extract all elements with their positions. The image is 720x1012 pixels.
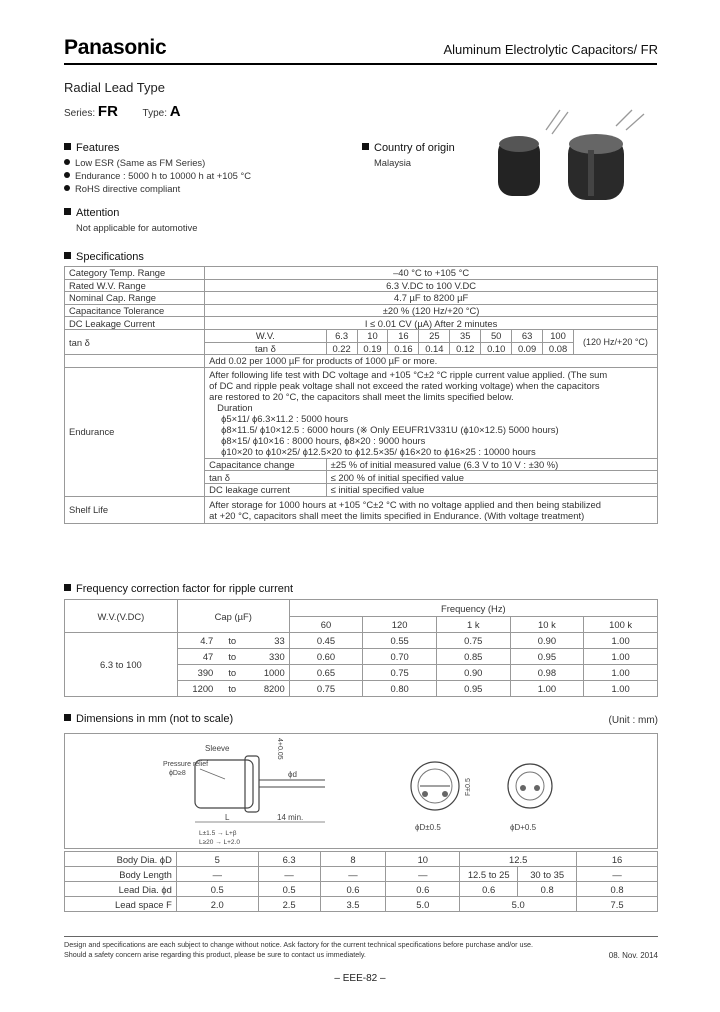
tan-wv: 6.3 — [326, 329, 357, 342]
tan-value: 0.16 — [388, 342, 419, 355]
shelf-label: Shelf Life — [65, 496, 205, 523]
factor: 0.60 — [289, 649, 363, 665]
dim-value: — — [320, 867, 386, 882]
table-row — [65, 317, 658, 330]
duration-line: ϕ8×11.5/ ϕ10×12.5 : 6000 hours (※ Only EEUFR1V331U (ϕ10×12.5) 5000 hours) — [221, 423, 559, 435]
factor: 0.80 — [363, 681, 437, 697]
factor: 0.85 — [436, 649, 510, 665]
lead-length-label: 14 min. — [277, 813, 304, 822]
diameter-label-2: ϕD+0.5 — [510, 823, 537, 832]
vent-label: Pressure relief — [163, 761, 209, 768]
cap-to-word: to — [217, 681, 247, 697]
footer-note: Design and specifications are each subject to change without notice. Ask factory for the current technical specifications before purchase and/or use. — [64, 940, 534, 949]
cap-from: 390 — [177, 665, 217, 681]
dim-label: Lead space F — [65, 897, 177, 912]
country-heading: Country of origin — [362, 142, 455, 154]
factor: 0.45 — [289, 633, 363, 649]
factor: 0.90 — [436, 665, 510, 681]
freq-col: 10 k — [510, 617, 584, 633]
specifications-table — [64, 266, 658, 524]
spec-label: Capacitance Tolerance — [65, 304, 205, 317]
limit-value: ±25 % of initial measured value (6.3 V to 10 V : ±30 %) — [326, 458, 657, 471]
endurance-text — [205, 367, 658, 458]
factor: 0.75 — [363, 665, 437, 681]
cap-from: 47 — [177, 649, 217, 665]
unit-note: (Unit : mm) — [608, 715, 658, 726]
spec-label: Rated W.V. Range — [65, 279, 205, 292]
spec-label: Nominal Cap. Range — [65, 292, 205, 305]
freq-col: 120 — [363, 617, 437, 633]
dim-value: 16 — [577, 852, 658, 867]
tolerance-note: L±1.5 → L+β — [199, 830, 237, 837]
cap-head: Cap (µF) — [177, 600, 289, 633]
document-title: Aluminum Electrolytic Capacitors/ FR — [443, 42, 658, 57]
freq-col: 60 — [289, 617, 363, 633]
section-square-icon — [64, 584, 71, 591]
dim-value: 0.6 — [386, 882, 460, 897]
footer-rule — [64, 936, 658, 937]
dim-value: 0.6 — [320, 882, 386, 897]
section-square-icon — [64, 208, 71, 215]
factor: 1.00 — [584, 681, 658, 697]
shelf-line: After storage for 1000 hours at +105 °C±2 °C with no voltage applied and then being stabilized — [209, 498, 601, 510]
dim-value: — — [577, 867, 658, 882]
factor: 0.90 — [510, 633, 584, 649]
series-label: Series: — [64, 108, 96, 119]
bullet-icon — [64, 185, 70, 191]
table-row — [65, 367, 658, 458]
dim-value: 0.5 — [258, 882, 320, 897]
table-row — [65, 279, 658, 292]
limit-value: ≤ initial specified value — [326, 483, 657, 496]
feature-item: Endurance : 5000 h to 10000 h at +105 °C — [64, 170, 251, 181]
table-row — [65, 633, 658, 649]
tan-condition: (120 Hz/+20 °C) — [574, 329, 658, 354]
cap-to: 33 — [247, 633, 289, 649]
dim-label: Lead Dia. ϕd — [65, 882, 177, 897]
tan-value: 0.22 — [326, 342, 357, 355]
spec-value: –40 °C to +105 °C — [205, 267, 658, 280]
dim-value: — — [258, 867, 320, 882]
features-heading: Features — [64, 142, 119, 154]
limit-label: Capacitance change — [205, 458, 326, 471]
spec-value: I ≤ 0.01 CV (µA) After 2 minutes — [205, 317, 658, 330]
frequency-head: Frequency (Hz) — [289, 600, 657, 617]
tan-value: 0.10 — [481, 342, 512, 355]
frequency-heading: Frequency correction factor for ripple current — [64, 583, 293, 595]
tan-wv: 35 — [450, 329, 481, 342]
fine-dim: 4+0.05 — [276, 738, 283, 760]
frequency-table — [64, 599, 658, 697]
table-row — [65, 292, 658, 305]
spec-label: Category Temp. Range — [65, 267, 205, 280]
lead-space-label: F±0.5 — [465, 778, 472, 796]
limit-label: DC leakage current — [205, 483, 326, 496]
factor: 0.95 — [436, 681, 510, 697]
endurance-line: are restored to 20 °C, the capacitors shall meet the limits specified below. — [209, 390, 514, 402]
series-line — [64, 103, 181, 120]
shelf-text — [205, 496, 658, 523]
dim-value: 12.5 to 25 — [460, 867, 518, 882]
duration-line: ϕ8×15/ ϕ10×16 : 8000 hours, ϕ8×20 : 9000 hours — [221, 434, 426, 446]
country-value: Malaysia — [374, 157, 411, 168]
factor: 1.00 — [584, 649, 658, 665]
series-value: FR — [97, 103, 118, 120]
section-square-icon — [362, 143, 369, 150]
factor: 1.00 — [584, 665, 658, 681]
header-rule — [64, 63, 657, 65]
section-square-icon — [64, 714, 71, 721]
tan-wv: 16 — [388, 329, 419, 342]
shelf-line: at +20 °C, capacitors shall meet the limits specified in Endurance. (With voltage treatment) — [209, 509, 585, 521]
freq-col: 100 k — [584, 617, 658, 633]
cap-from: 1200 — [177, 681, 217, 697]
table-row — [65, 600, 658, 617]
wv-value: 6.3 to 100 — [65, 633, 178, 697]
feature-item: RoHS directive compliant — [64, 183, 180, 194]
capacitor-photo — [488, 108, 658, 208]
dim-value: 0.8 — [577, 882, 658, 897]
table-row — [65, 882, 658, 897]
factor: 0.75 — [436, 633, 510, 649]
table-row — [65, 496, 658, 523]
tan-value: 0.12 — [450, 342, 481, 355]
dim-value: 2.0 — [176, 897, 258, 912]
section-square-icon — [64, 143, 71, 150]
dim-value: 5.0 — [460, 897, 577, 912]
tan-value: 0.08 — [543, 342, 574, 355]
duration-line: ϕ10×20 to ϕ10×25/ ϕ12.5×20 to ϕ12.5×35/ ϕ16×20 to ϕ16×25 : 10000 hours — [221, 445, 536, 457]
diameter-label: ϕD±0.5 — [415, 823, 441, 832]
factor: 0.55 — [363, 633, 437, 649]
tan-wv: 50 — [481, 329, 512, 342]
cap-to: 1000 — [247, 665, 289, 681]
endurance-line: After following life test with DC voltage and +105 °C±2 °C ripple current value applied. (The sum — [209, 368, 608, 380]
sleeve-label: Sleeve — [205, 744, 230, 753]
factor: 0.65 — [289, 665, 363, 681]
dim-value: 3.5 — [320, 897, 386, 912]
attention-heading: Attention — [64, 207, 119, 219]
spec-value: 6.3 V.DC to 100 V.DC — [205, 279, 658, 292]
lead-dia-label: ϕd — [288, 770, 297, 779]
factor: 0.98 — [510, 665, 584, 681]
specifications-heading: Specifications — [64, 251, 144, 263]
cap-to: 330 — [247, 649, 289, 665]
type-label: Type: — [142, 108, 167, 119]
table-row — [65, 329, 658, 342]
end-view-circle-2 — [508, 764, 552, 808]
tan-value: 0.19 — [357, 342, 388, 355]
cap-from: 4.7 — [177, 633, 217, 649]
type-value: A — [169, 103, 181, 120]
footer-note-2: Should a safety concern arise regarding this product, please be sure to contact us immediately. — [64, 950, 366, 959]
tan-wv: 25 — [419, 329, 450, 342]
factor: 0.95 — [510, 649, 584, 665]
spec-value: 4.7 µF to 8200 µF — [205, 292, 658, 305]
cap-to-word: to — [217, 665, 247, 681]
table-row — [65, 897, 658, 912]
duration-line: ϕ5×11/ ϕ6.3×11.2 : 5000 hours — [221, 412, 349, 424]
dim-value: 12.5 — [460, 852, 577, 867]
table-row — [65, 852, 658, 867]
table-row — [65, 355, 658, 368]
dimensions-table — [64, 851, 658, 912]
cap-to-word: to — [217, 649, 247, 665]
dim-value: — — [386, 867, 460, 882]
bullet-icon — [64, 172, 70, 178]
spec-label: DC Leakage Current — [65, 317, 205, 330]
tan-wv: 63 — [512, 329, 543, 342]
endurance-label: Endurance — [65, 367, 205, 496]
factor: 0.70 — [363, 649, 437, 665]
dim-value: — — [176, 867, 258, 882]
dim-value: 8 — [320, 852, 386, 867]
brand-logo: Panasonic — [64, 36, 167, 59]
dim-value: 6.3 — [258, 852, 320, 867]
dim-value: 0.5 — [176, 882, 258, 897]
wv-label: W.V. — [205, 329, 326, 342]
vent-label-2: ϕD≥8 — [169, 770, 186, 777]
dimension-drawing — [64, 733, 658, 851]
wv-head: W.V.(V.DC) — [65, 600, 178, 633]
factor: 1.00 — [584, 633, 658, 649]
dim-value: 2.5 — [258, 897, 320, 912]
attention-text: Not applicable for automotive — [76, 222, 198, 233]
table-row — [65, 867, 658, 882]
dim-label: Body Length — [65, 867, 177, 882]
tan-label: tan δ — [65, 329, 205, 354]
dimensions-heading: Dimensions in mm (not to scale) — [64, 713, 233, 725]
length-label: L — [225, 813, 230, 822]
tan-label-inner: tan δ — [205, 342, 326, 355]
endurance-line: of DC and ripple peak voltage shall not exceed the rated working voltage) when the capacitors — [209, 379, 600, 391]
tolerance-note-2: L≥20 → L+2.0 — [199, 839, 240, 846]
dim-label: Body Dia. ϕD — [65, 852, 177, 867]
cap-to: 8200 — [247, 681, 289, 697]
lead-type: Radial Lead Type — [64, 80, 165, 95]
tan-value: 0.14 — [419, 342, 450, 355]
section-square-icon — [64, 252, 71, 259]
dim-value: 30 to 35 — [518, 867, 577, 882]
bullet-icon — [64, 159, 70, 165]
dim-value: 7.5 — [577, 897, 658, 912]
dim-value: 5 — [176, 852, 258, 867]
feature-item: Low ESR (Same as FM Series) — [64, 157, 205, 168]
dim-value: 0.8 — [518, 882, 577, 897]
tan-value: 0.09 — [512, 342, 543, 355]
limit-value: ≤ 200 % of initial specified value — [326, 471, 657, 484]
dim-value: 5.0 — [386, 897, 460, 912]
tan-wv: 10 — [357, 329, 388, 342]
duration-label: Duration — [217, 401, 253, 413]
cap-to-word: to — [217, 633, 247, 649]
page-number: – EEE-82 – — [334, 973, 386, 984]
spec-value: ±20 % (120 Hz/+20 °C) — [205, 304, 658, 317]
tan-note: Add 0.02 per 1000 µF for products of 1000 µF or more. — [205, 355, 658, 368]
dim-value: 0.6 — [460, 882, 518, 897]
table-row — [65, 304, 658, 317]
limit-label: tan δ — [205, 471, 326, 484]
factor: 1.00 — [510, 681, 584, 697]
table-row — [65, 267, 658, 280]
freq-col: 1 k — [436, 617, 510, 633]
tan-wv: 100 — [543, 329, 574, 342]
footer-date: 08. Nov. 2014 — [608, 951, 658, 960]
dim-value: 10 — [386, 852, 460, 867]
factor: 0.75 — [289, 681, 363, 697]
